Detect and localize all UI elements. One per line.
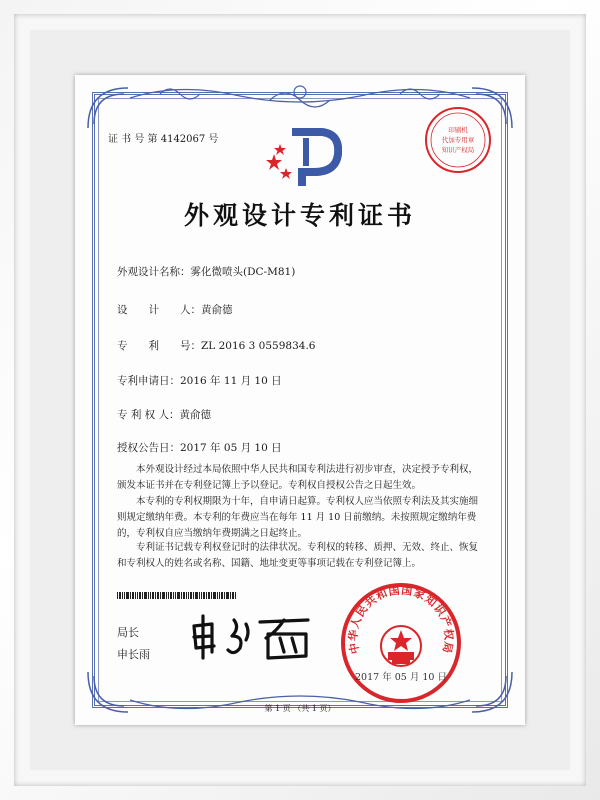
designer-row bbox=[117, 302, 233, 317]
announce-date-row bbox=[117, 440, 282, 455]
paragraph-legal-status: 专利证书记载专利权登记时的法律状况。专利权的转移、质押、无效、终止、恢复和专利权人的姓名或名称、国籍、地址变更等事项记载在专利登记簿上。 bbox=[117, 542, 479, 569]
paragraph-term: 本专利的专利权期限为十年，自申请日起算。专利权人应当依照专利法及其实施细则规定缴纳年费。本专利的年费应当在每年 11 月 10 日前缴纳。未按照规定缴纳年费的，专利权自应当缴纳年费期满之日起终止。 bbox=[117, 496, 479, 539]
patent-number-label: 专 利 号： bbox=[117, 340, 201, 352]
director-name: 申长雨 bbox=[117, 648, 150, 661]
printing-seal-top-right bbox=[422, 104, 494, 176]
office-seal bbox=[338, 580, 464, 706]
certificate-title: 外观设计专利证书 bbox=[183, 201, 416, 230]
designer-label: 设 计 人： bbox=[117, 304, 201, 316]
announce-date-value: 2017 年 05 月 10 日 bbox=[180, 442, 282, 454]
seal-top-right-line-1: 印刷机 bbox=[448, 126, 468, 134]
design-name-value: 雾化微喷头(DC-M81) bbox=[190, 266, 296, 278]
director-signature bbox=[188, 612, 318, 662]
filing-date-value: 2016 年 11 月 10 日 bbox=[180, 375, 282, 387]
director-title: 局长 bbox=[117, 626, 139, 639]
patent-number-row bbox=[117, 338, 315, 353]
barcode bbox=[117, 592, 237, 599]
design-name-label: 外观设计名称： bbox=[117, 266, 191, 278]
page-number: 第 1 页 （共 1 页） bbox=[264, 704, 336, 713]
patent-number-value: ZL 2016 3 0559834.6 bbox=[201, 340, 316, 352]
paragraph-grant: 本外观设计经过本局依照中华人民共和国专利法进行初步审查，决定授予专利权，颁发本证书并在专利登记簿上予以登记。专利权自授权公告之日起生效。 bbox=[117, 464, 479, 491]
patent-office-logo-icon bbox=[262, 124, 342, 194]
certificate-number: 证 书 号 第 4142067 号 bbox=[108, 134, 219, 145]
patentee-label: 专 利 权 人： bbox=[117, 409, 180, 421]
corner-ornament-top-left bbox=[84, 84, 132, 132]
seal-main-text: 中华人民共和国国家知识产权局 bbox=[346, 583, 456, 656]
patentee-value: 黄俞德 bbox=[179, 409, 212, 421]
filing-date-row bbox=[117, 373, 282, 388]
design-name-row bbox=[117, 264, 295, 279]
announce-date-label: 授权公告日： bbox=[117, 442, 180, 454]
seal-top-right-line-2: 代加专用章 bbox=[441, 136, 475, 144]
filing-date-label: 专利申请日： bbox=[117, 375, 180, 387]
designer-value: 黄俞德 bbox=[201, 304, 233, 316]
seal-date: 2017 年 05 月 10 日 bbox=[355, 672, 447, 683]
patentee-row bbox=[117, 407, 211, 422]
seal-top-right-line-3: 知识产权局 bbox=[441, 146, 475, 154]
